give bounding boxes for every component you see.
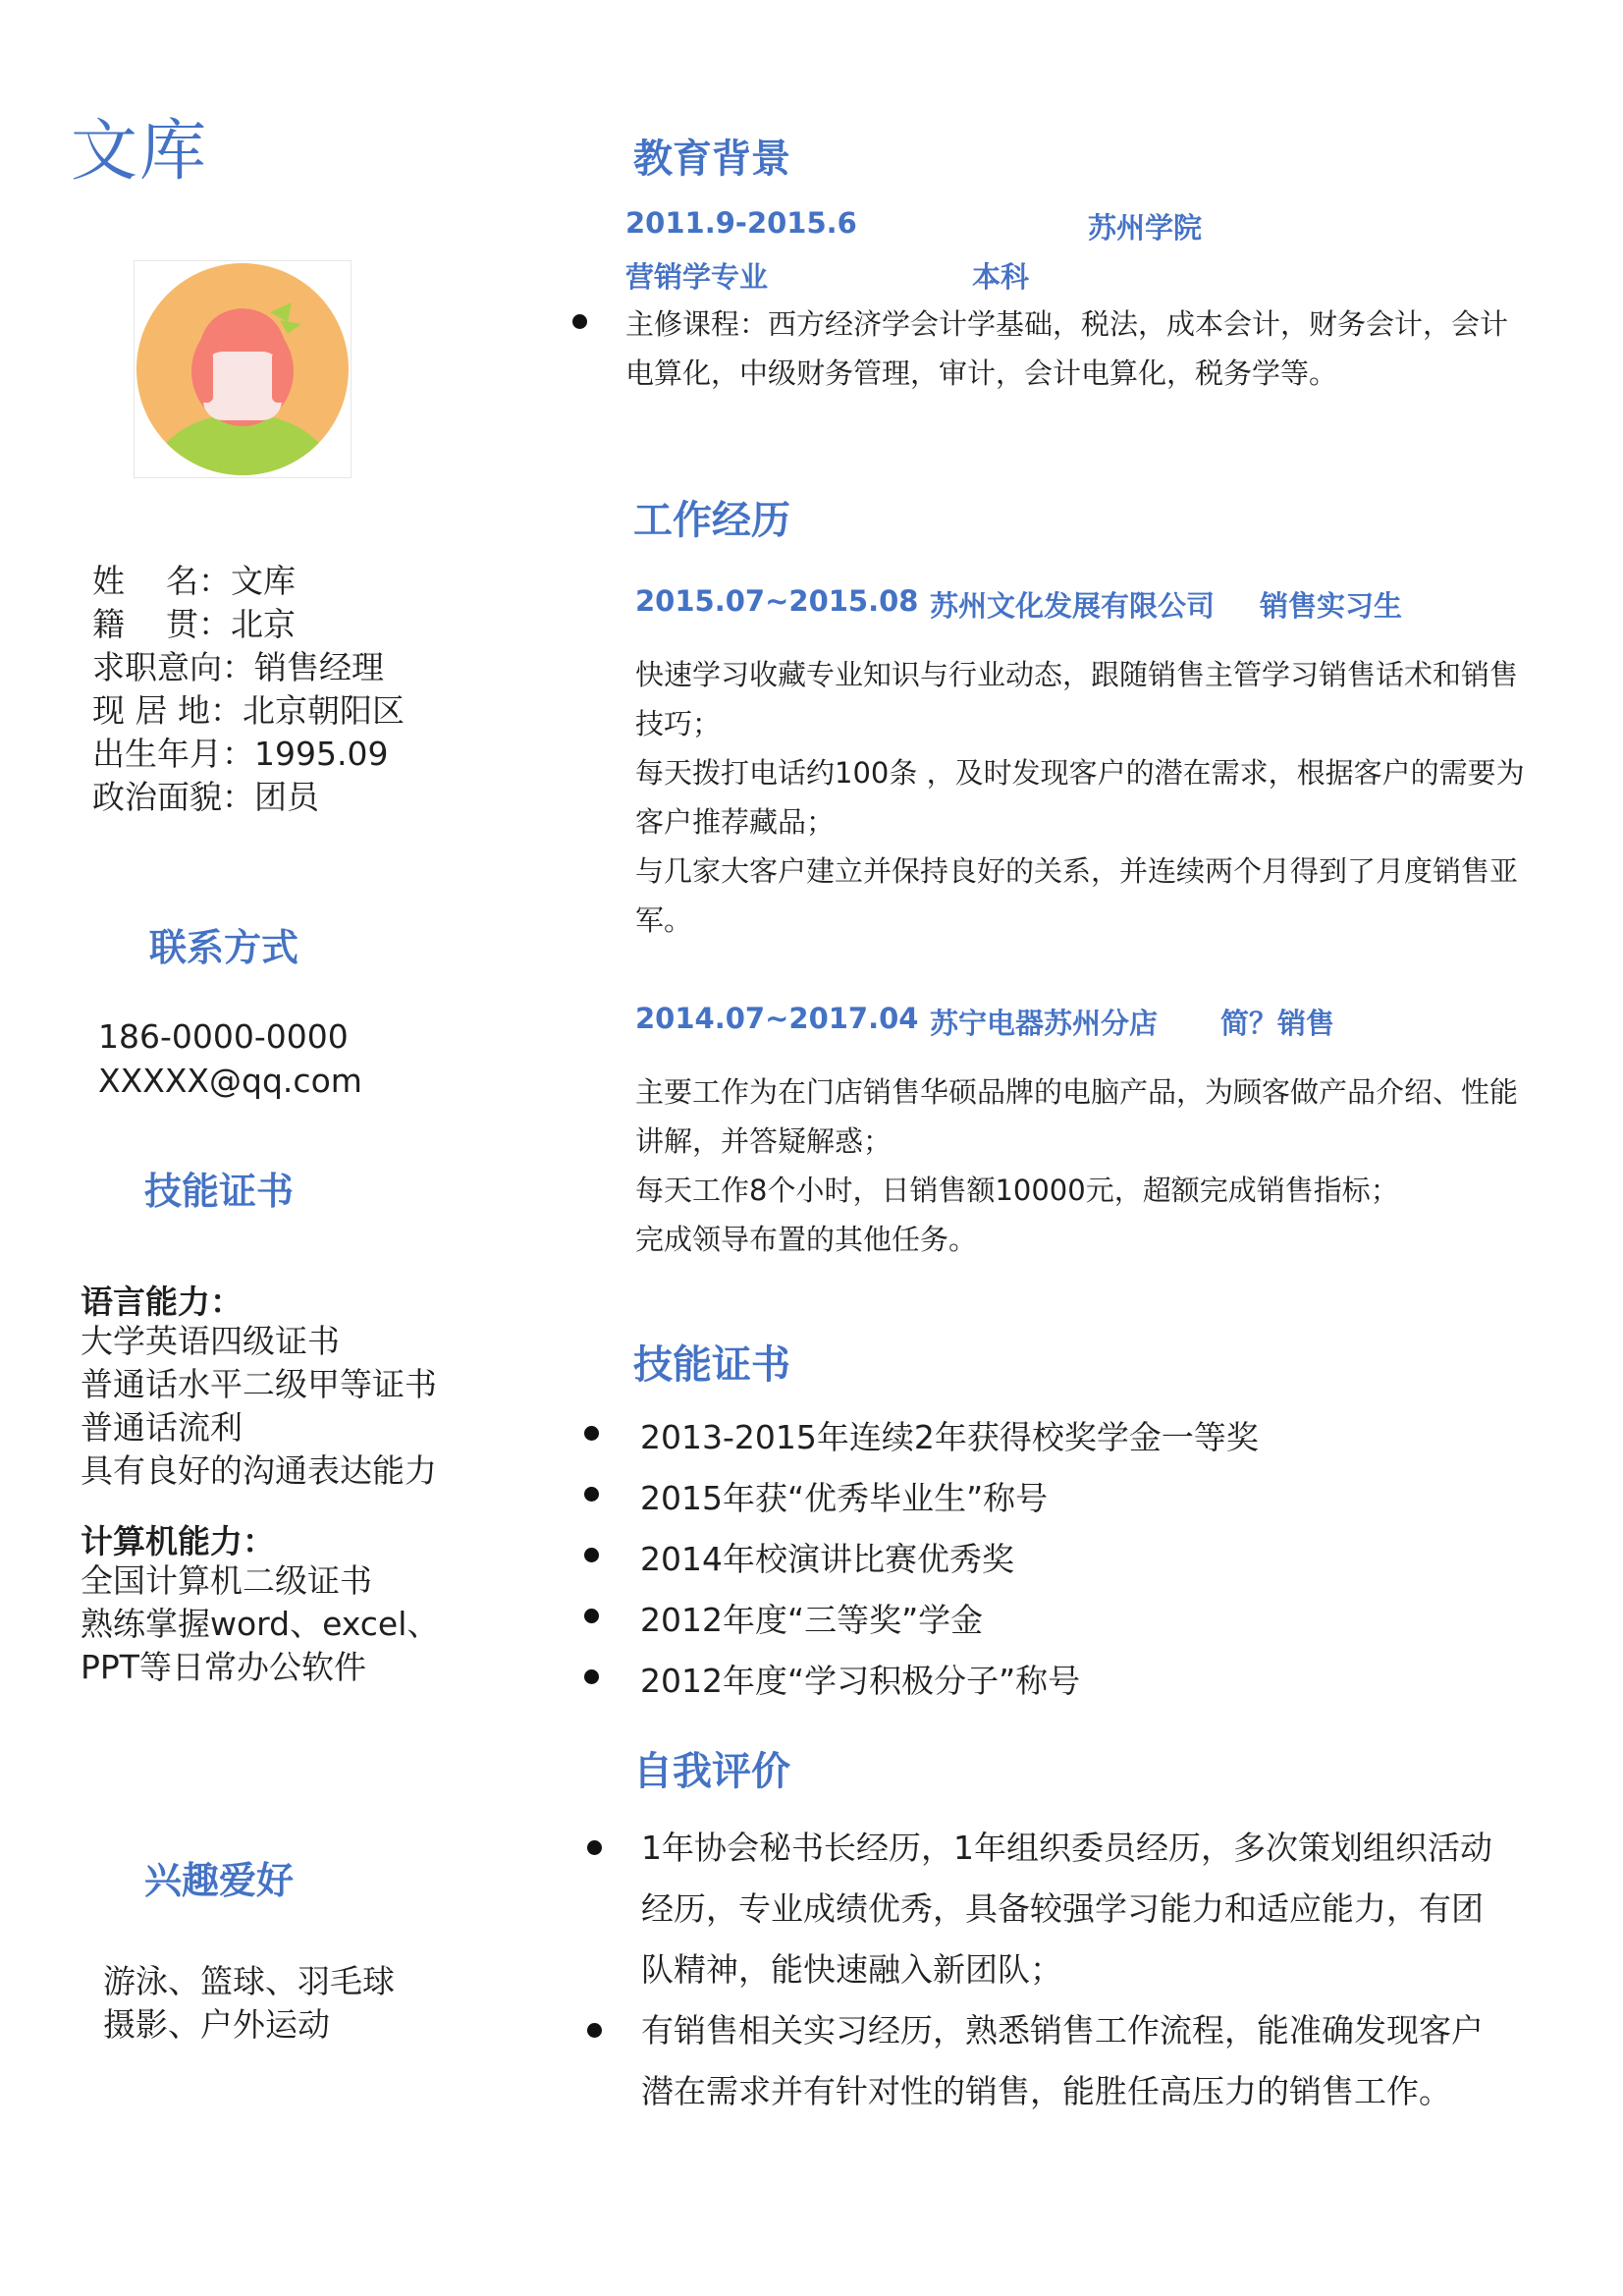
language-item: 大学英语四级证书 — [81, 1322, 340, 1360]
bullet-icon — [572, 314, 587, 329]
job-title: 简？销售 — [1220, 1007, 1335, 1040]
job-dates: 2014.07~2017.04 — [635, 1002, 919, 1035]
profile-hometown-line: 籍 贯：北京 — [92, 605, 296, 643]
self-eval-line: 队精神，能快速融入新团队； — [641, 1950, 1062, 1989]
job-description-line: 每天工作8个小时，日销售额10000元，超额完成销售指标； — [635, 1174, 1399, 1207]
profile-job-intention-line: 求职意向：销售经理 — [92, 648, 384, 686]
education-degree: 本科 — [972, 260, 1030, 294]
self-eval-line: 经历，专业成绩优秀，具备较强学习能力和适应能力，有团 — [641, 1889, 1484, 1928]
self-eval-line: 1年协会秘书长经历，1年组织委员经历，多次策划组织活动 — [641, 1829, 1492, 1867]
hobbies-line: 游泳、篮球、羽毛球 — [103, 1962, 395, 2000]
hobbies-line: 摄影、户外运动 — [103, 2005, 330, 2044]
education-major: 营销学专业 — [625, 260, 769, 294]
education-courses-line: 主修课程：西方经济学会计学基础，税法，成本会计，财务会计，会计 — [625, 307, 1509, 341]
profile-residence-line: 现 居 地：北京朝阳区 — [92, 691, 405, 730]
education-courses-line: 电算化，中级财务管理，审计，会计电算化，税务学等。 — [625, 356, 1338, 390]
resume-name-title: 文库 — [71, 113, 209, 191]
computer-item: 全国计算机二级证书 — [81, 1561, 372, 1600]
bullet-icon — [584, 1487, 599, 1502]
contact-heading: 联系方式 — [149, 926, 299, 969]
profile-birth-line: 出生年月：1995.09 — [92, 735, 389, 773]
contact-email: XXXXX@qq.com — [98, 1062, 362, 1100]
job-description-line: 每天拨打电话约100条 ，及时发现客户的潜在需求，根据客户的需要为 — [635, 756, 1525, 790]
job-description-line: 主要工作为在门店销售华硕品牌的电脑产品，为顾客做产品介绍、性能 — [635, 1075, 1519, 1109]
bullet-icon — [587, 2023, 602, 2038]
job-description-line: 军。 — [635, 903, 693, 937]
job-description-line: 快速学习收藏专业知识与行业动态，跟随销售主管学习销售话术和销售 — [635, 658, 1519, 691]
job-description-line: 客户推荐藏品； — [635, 805, 836, 839]
job-description-line: 完成领导布置的其他任务。 — [635, 1223, 978, 1256]
computer-item: PPT等日常办公软件 — [81, 1648, 366, 1686]
self-eval-line: 潜在需求并有针对性的销售，能胜任高压力的销售工作。 — [641, 2072, 1451, 2110]
profile-political-line: 政治面貌：团员 — [92, 778, 319, 816]
self-eval-line: 有销售相关实习经历，熟悉销售工作流程，能准确发现客户 — [641, 2011, 1484, 2050]
education-dates: 2011.9-2015.6 — [625, 206, 857, 240]
language-item: 普通话流利 — [81, 1408, 243, 1447]
job-company: 苏宁电器苏州分店 — [930, 1007, 1159, 1040]
job-description-line: 与几家大客户建立并保持良好的关系，并连续两个月得到了月度销售亚 — [635, 854, 1519, 888]
award-item: 2013-2015年连续2年获得校奖学金一等奖 — [640, 1418, 1259, 1456]
job-description-line: 技巧； — [635, 707, 722, 740]
job-company: 苏州文化发展有限公司 — [930, 589, 1216, 623]
language-item: 具有良好的沟通表达能力 — [81, 1451, 437, 1490]
job-title: 销售实习生 — [1260, 589, 1403, 623]
job-dates: 2015.07~2015.08 — [635, 584, 919, 618]
job-description-line: 讲解，并答疑解惑； — [635, 1124, 893, 1158]
award-item: 2014年校演讲比赛优秀奖 — [640, 1540, 1014, 1578]
bullet-icon — [584, 1548, 599, 1562]
language-ability-label: 语言能力： — [81, 1283, 243, 1321]
work-heading: 工作经历 — [633, 498, 790, 543]
side-skills-heading: 技能证书 — [144, 1170, 295, 1213]
bullet-icon — [584, 1426, 599, 1441]
education-school: 苏州学院 — [1088, 211, 1203, 245]
awards-heading: 技能证书 — [633, 1342, 790, 1388]
profile-name-line: 姓 名：文库 — [92, 562, 296, 600]
avatar-illustration — [135, 261, 351, 477]
award-item: 2012年度“三等奖”学金 — [640, 1601, 984, 1639]
hobbies-heading: 兴趣爱好 — [144, 1859, 295, 1902]
bullet-icon — [584, 1669, 599, 1684]
computer-ability-label: 计算机能力： — [81, 1522, 275, 1560]
computer-item: 熟练掌握word、excel、 — [81, 1605, 440, 1643]
bullet-icon — [587, 1840, 602, 1855]
contact-phone: 186-0000-0000 — [98, 1017, 349, 1056]
award-item: 2015年获“优秀毕业生”称号 — [640, 1479, 1049, 1517]
bullet-icon — [584, 1609, 599, 1623]
self-eval-heading: 自我评价 — [633, 1749, 790, 1794]
avatar — [134, 260, 352, 478]
award-item: 2012年度“学习积极分子”称号 — [640, 1662, 1081, 1700]
language-item: 普通话水平二级甲等证书 — [81, 1365, 437, 1403]
education-heading: 教育背景 — [633, 137, 790, 182]
